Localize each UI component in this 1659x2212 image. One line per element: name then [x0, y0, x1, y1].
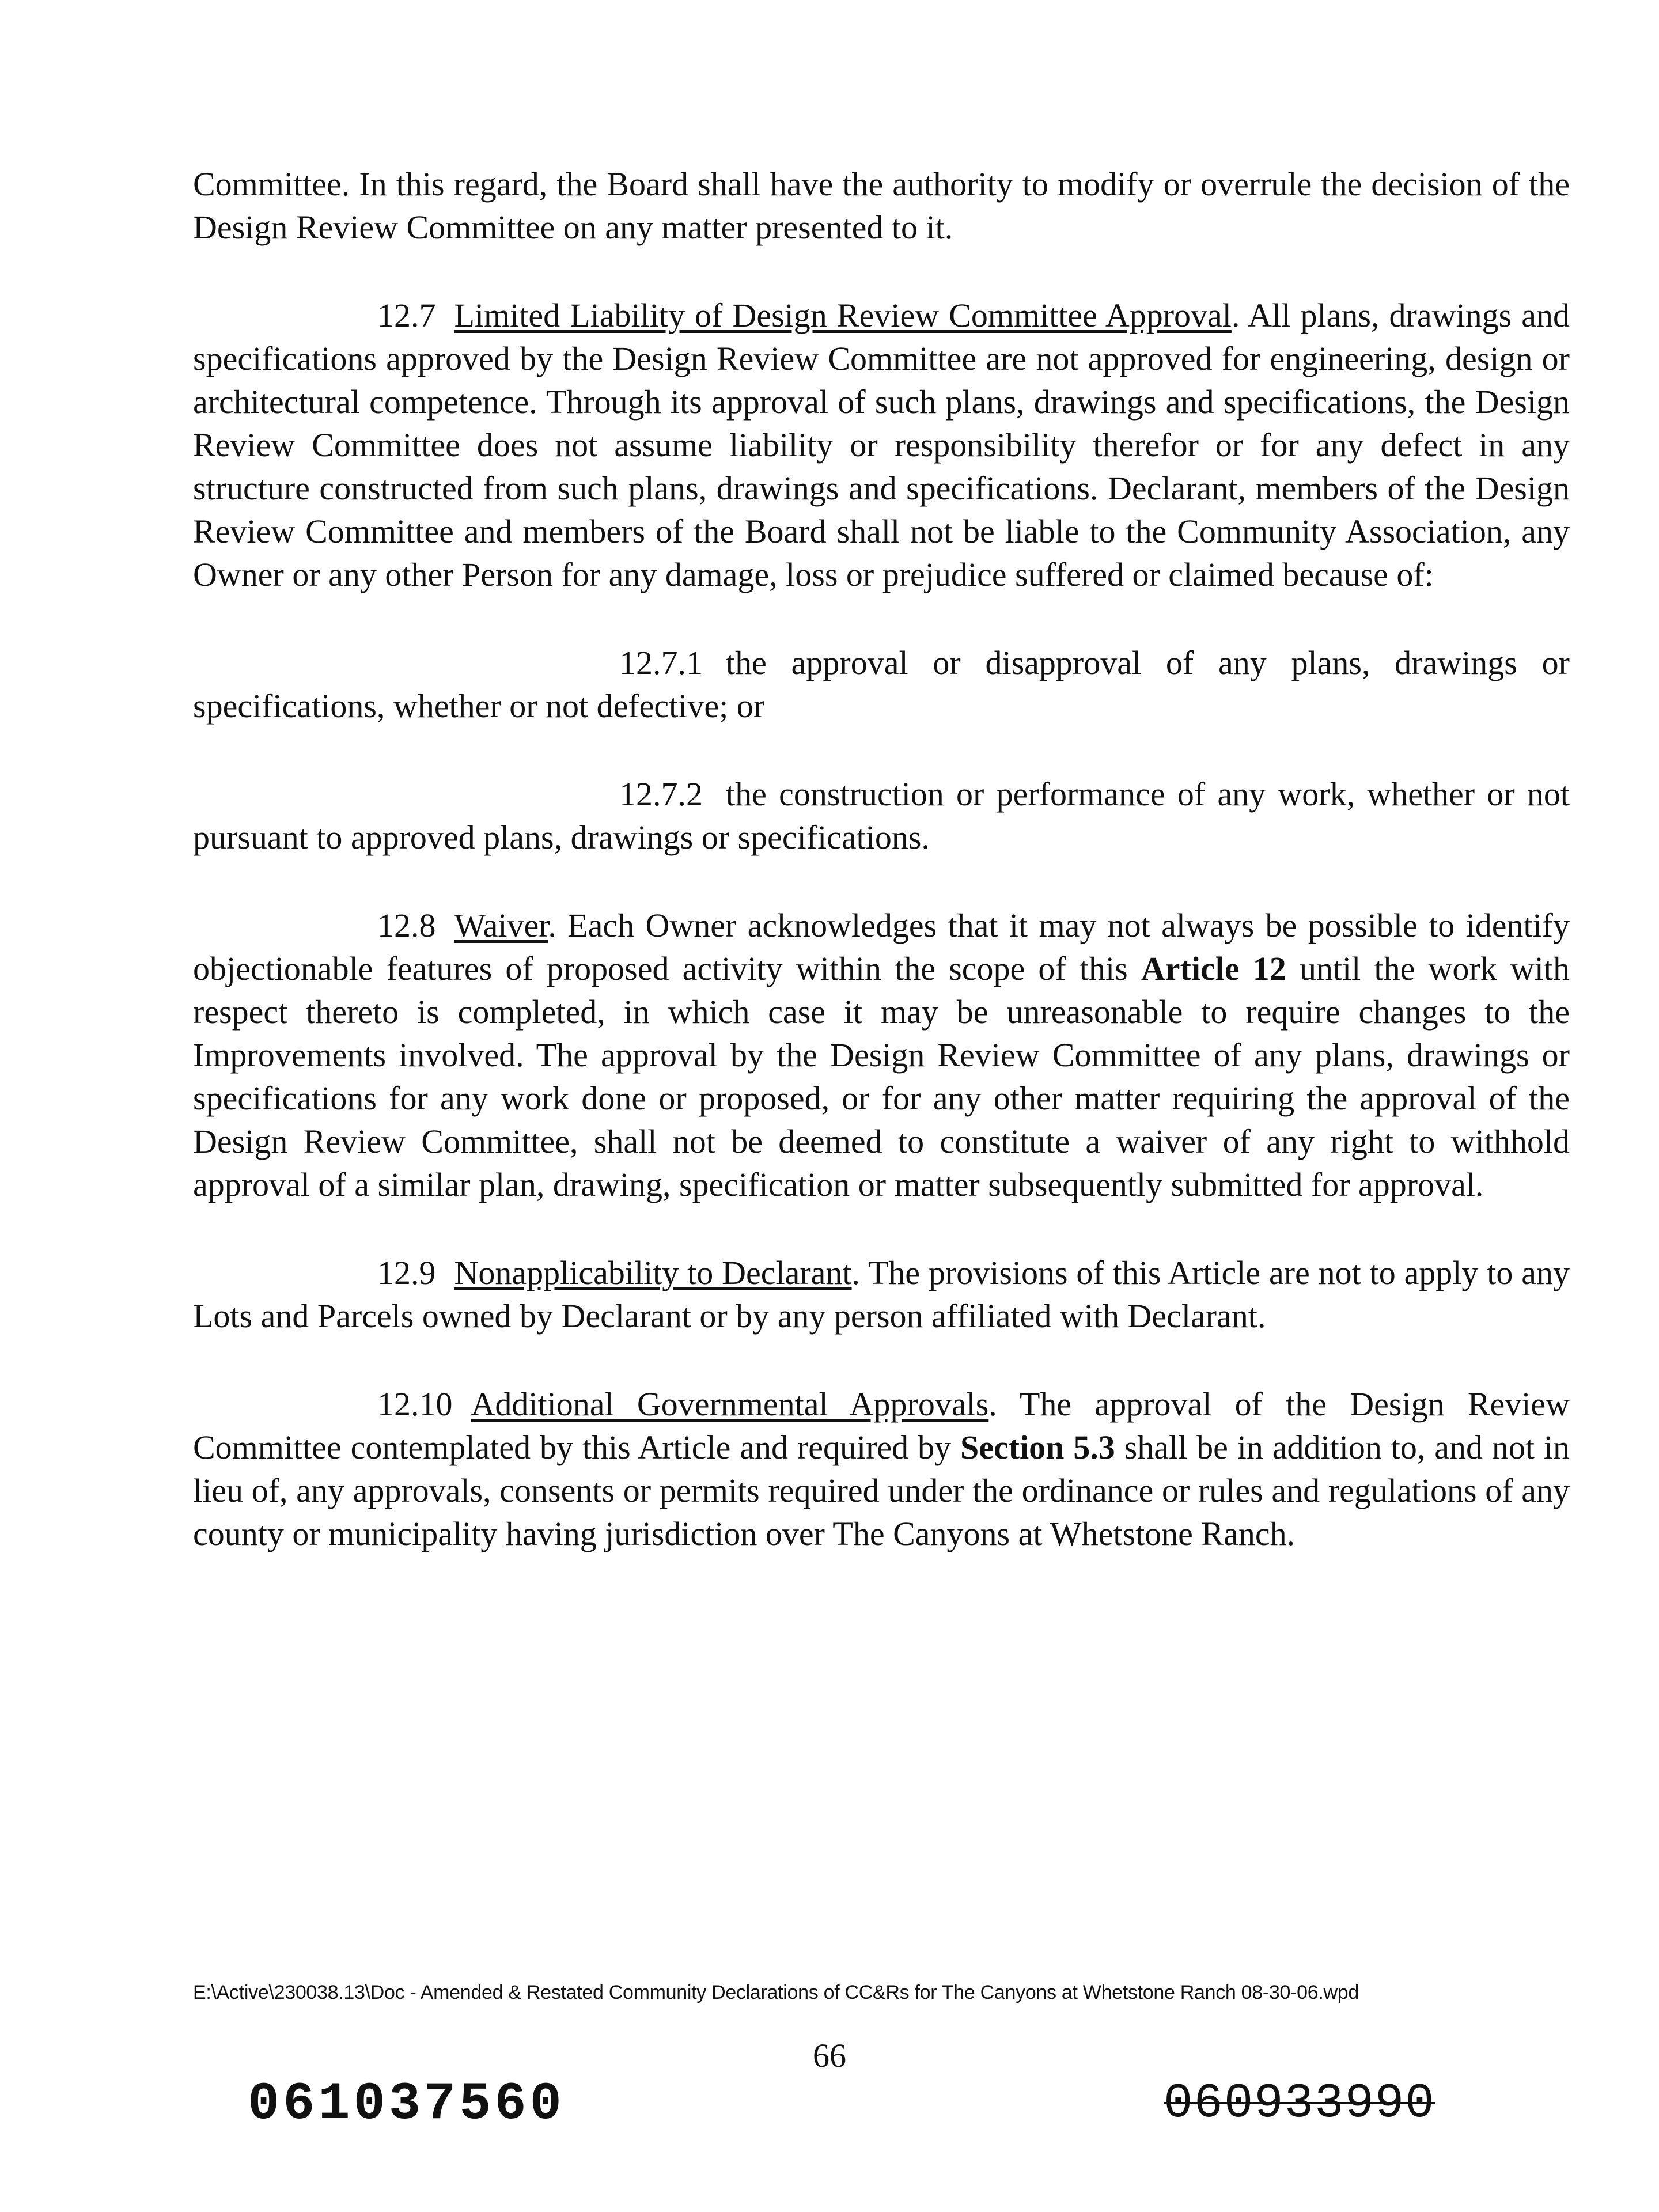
section-body: . Each Owner acknowledges that it may not always be possible to identify objectionable features of proposed activity within the scope of this: [193, 907, 1570, 987]
subsection-number: 12.7.1: [619, 644, 703, 681]
section-body-continued: until the work with respect thereto is completed, in which case it may be unreasonable to require changes to the Improvements involved. The approval by the Design Review Committee of any plans, drawings or specifications for any work done or proposed, or for any other matter requiring the approval of the Design Review Committee, shall not be deemed to constitute a waiver of any right to withhold approval of a similar plan, drawing, specification or matter subsequently submitted for approval.: [193, 950, 1570, 1203]
section-heading: Waiver: [454, 907, 548, 944]
section-number: 12.7: [377, 297, 436, 334]
section-body: . The provisions of this Article are not to apply to any Lots and Parcels owned by Declarant or by any person affiliated with Declarant.: [193, 1254, 1570, 1335]
section-heading: Additional Governmental Approvals: [471, 1385, 989, 1423]
section-12-10: [193, 1382, 1570, 1555]
section-reference: Section 5.3: [960, 1429, 1115, 1466]
continuation-paragraph: [193, 162, 1570, 249]
subsection-text: the approval or disapproval of any plans, drawings or specifications, whether or not defective; or: [193, 644, 1570, 725]
subsection-12-7-1: [193, 641, 1570, 728]
page-number: 66: [813, 2037, 846, 2074]
section-body: . All plans, drawings and specifications approved by the Design Review Committee are not approved for engineering, design or architectural competence. Through its approval of such plans, drawings and specifications, the Design Review Committee does not assume liability or responsibility therefor or for any defect in any structure constructed from such plans, drawings and specifications. Declarant, members of the Design Review Committee and members of the Board shall not be liable to the Community Association, any Owner or any other Person for any damage, loss or prejudice suffered or claimed because of:: [193, 297, 1570, 593]
continuation-text: Committee. In this regard, the Board shall have the authority to modify or overrule the decision of the Design Review Committee on any matter presented to it.: [193, 165, 1570, 246]
section-body: . The approval of the Design Review Committee contemplated by this Article and required by: [193, 1385, 1570, 1466]
section-12-8: [193, 904, 1570, 1206]
section-12-9: [193, 1251, 1570, 1338]
section-heading: Limited Liability of Design Review Committee Approval: [454, 297, 1232, 334]
section-number: 12.9: [377, 1254, 436, 1291]
struck-stamp-number: 060933990: [1164, 2077, 1435, 2131]
subsection-text: the construction or performance of any work, whether or not pursuant to approved plans, drawings or specifications.: [193, 775, 1570, 856]
subsection-number: 12.7.2: [619, 775, 703, 813]
section-number: 12.8: [377, 907, 436, 944]
subsection-12-7-2: [193, 772, 1570, 859]
footer-file-path: E:\Active\230038.13\Doc - Amended & Restated Community Declarations of CC&Rs for The Canyons at Whetstone Ranch 08-30-06.wpd: [193, 1982, 1359, 2003]
document-body: [193, 162, 1570, 1600]
section-12-7: [193, 294, 1570, 596]
article-reference: Article 12: [1141, 950, 1286, 987]
section-heading: Nonapplicability to Declarant: [454, 1254, 852, 1291]
section-body-continued: shall be in addition to, and not in lieu of, any approvals, consents or permits required under the ordinance or rules and regulations of any county or municipality having jurisdiction over The Canyons at Whetstone Ranch.: [193, 1429, 1570, 1552]
document-stamp-number: 061037560: [248, 2074, 565, 2134]
section-number: 12.10: [377, 1385, 453, 1423]
